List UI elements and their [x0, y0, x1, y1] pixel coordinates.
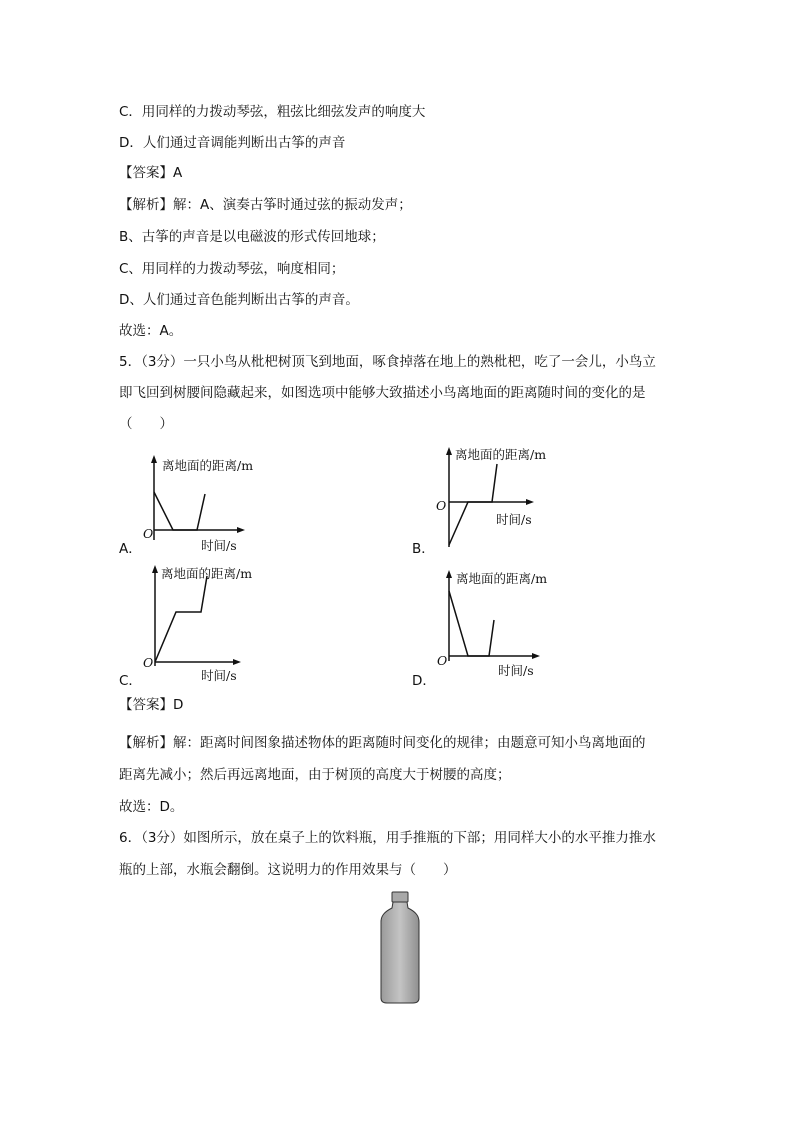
- graph-c-origin: O: [143, 655, 154, 670]
- q4-option-d: D．人们通过音调能判断出古筝的声音: [119, 135, 346, 151]
- q5-analysis-2: 距离先减小；然后再远离地面，由于树顶的高度大于树腰的高度；: [119, 767, 511, 783]
- graph-c-svg: [119, 560, 279, 685]
- graph-a-origin: O: [143, 526, 154, 541]
- graph-c-xlabel: 时间/s: [201, 668, 237, 683]
- graph-a-ylabel: 离地面的距离/m: [162, 458, 254, 473]
- graph-a-svg: [119, 450, 279, 560]
- bottle-figure: [370, 890, 430, 1012]
- graph-d-origin: O: [437, 653, 448, 668]
- q5-stem-2: 即飞回到树腰间隐藏起来，如图选项中能够大致描述小鸟离地面的距离随时间的变化的是: [119, 385, 646, 401]
- graph-d: [412, 565, 572, 689]
- q4-option-c: C．用同样的力拨动琴弦，粗弦比细弦发声的响度大: [119, 104, 426, 120]
- graph-c-ylabel: 离地面的距离/m: [161, 566, 253, 581]
- graph-c: [119, 560, 279, 689]
- graph-d-svg: [412, 565, 572, 685]
- graph-a: [119, 450, 279, 564]
- q5-stem-3: （ ）: [119, 416, 173, 432]
- graph-b-ylabel: 离地面的距离/m: [455, 447, 547, 462]
- option-a-label: A．: [119, 541, 142, 557]
- q4-answer: 【答案】A: [119, 165, 183, 181]
- q5-stem-1: 5．（3分）一只小鸟从枇杷树顶飞到地面，啄食掉落在地上的熟枇杷，吃了一会儿，小鸟立: [119, 354, 656, 370]
- graph-d-xlabel: 时间/s: [498, 663, 534, 678]
- graph-a-xlabel: 时间/s: [201, 538, 237, 553]
- graph-b-origin: O: [436, 498, 447, 513]
- q5-analysis-1: 【解析】解：距离时间图象描述物体的距离随时间变化的规律；由题意可知小鸟离地面的: [119, 735, 646, 751]
- graph-b-svg: [412, 442, 572, 552]
- q5-choice: 故选：D。: [119, 799, 184, 815]
- q4-analysis-1: 【解析】解：A、演奏古筝时通过弦的振动发声；: [119, 197, 412, 213]
- graph-b-xlabel: 时间/s: [496, 512, 532, 527]
- q6-stem-2: 瓶的上部，水瓶会翻倒。这说明力的作用效果与（ ）: [119, 862, 457, 878]
- graph-b: [412, 442, 572, 556]
- option-c-label: C．: [119, 673, 142, 689]
- q6-stem-1: 6．（3分）如图所示，放在桌子上的饮料瓶，用手推瓶的下部；用同样大小的水平推力推水: [119, 830, 656, 846]
- q4-analysis-3: C、用同样的力拨动琴弦，响度相同；: [119, 261, 345, 277]
- q4-analysis-2: B、古筝的声音是以电磁波的形式传回地球；: [119, 229, 385, 245]
- option-b-label: B．: [412, 541, 435, 557]
- q4-choice: 故选：A。: [119, 323, 183, 339]
- bottle-icon: [370, 890, 430, 1008]
- q4-analysis-4: D、人们通过音色能判断出古筝的声音。: [119, 292, 359, 308]
- graph-d-ylabel: 离地面的距离/m: [456, 571, 548, 586]
- option-d-label: D．: [412, 673, 436, 689]
- q5-answer: 【答案】D: [119, 697, 184, 713]
